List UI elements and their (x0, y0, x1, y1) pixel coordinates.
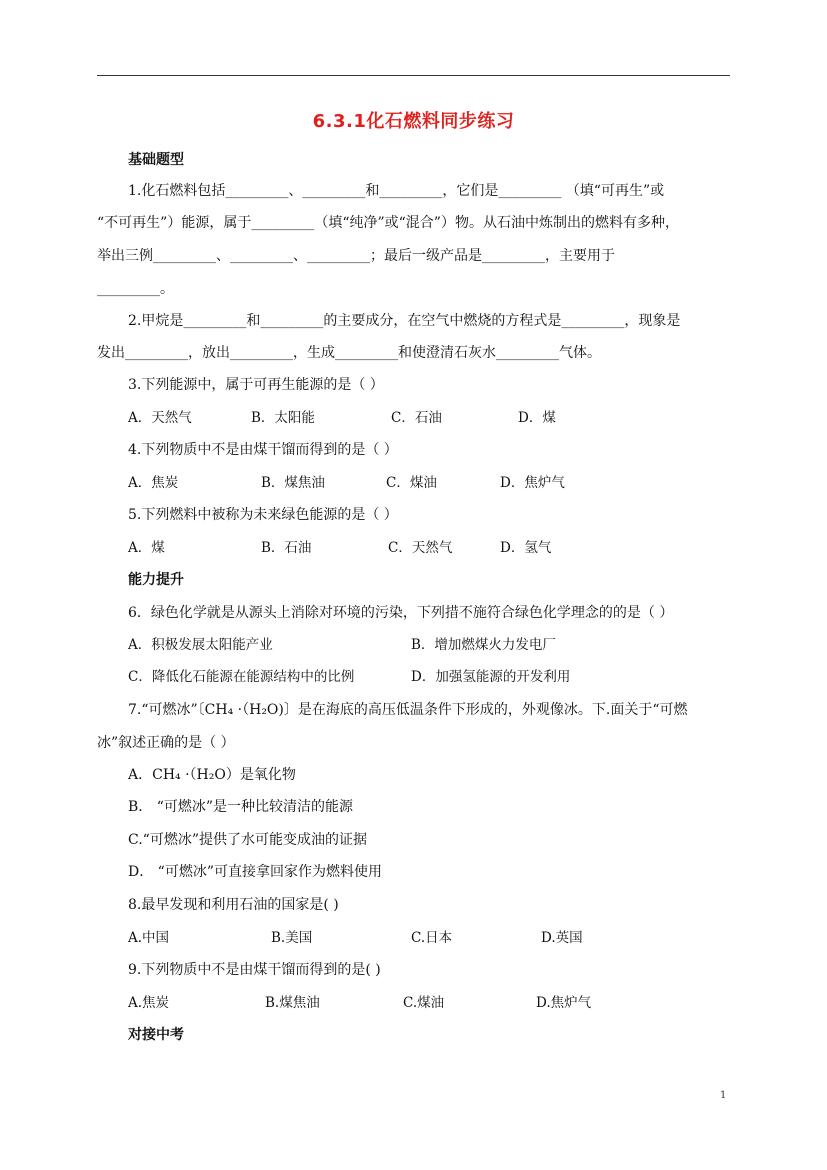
q7-option-d: D． “可燃冰”可直接拿回家作为燃料使用 (128, 864, 382, 880)
section-exam: 对接中考 (128, 1027, 184, 1043)
q9-option-c: C.煤油 (403, 995, 445, 1011)
q6-option-b: B．增加燃煤火力发电厂 (411, 637, 556, 653)
q4-option-b: B．煤焦油 (261, 475, 325, 491)
q1-line3: 举出三例_________、_________、_________；最后一级产品是_________，主要用于 (97, 248, 615, 264)
q8-options (128, 928, 728, 948)
header-rule (97, 75, 730, 76)
q6-option-d: D．加强氢能源的开发利用 (411, 669, 571, 685)
section-ability: 能力提升 (128, 572, 184, 588)
q6-option-c: C．降低化石能源在能源结构中的比例 (128, 669, 355, 685)
q9-option-b: B.煤焦油 (265, 995, 320, 1011)
q9-options (128, 993, 728, 1013)
q6-options-row2 (128, 667, 728, 687)
q6-options-row1 (128, 635, 728, 655)
q3-options (128, 408, 728, 428)
q8-stem: 8.最早发现和利用石油的国家是( ) (128, 897, 339, 913)
q3-stem: 3.下列能源中，属于可再生能源的是（ ） (128, 377, 384, 393)
q9-option-d: D.焦炉气 (536, 995, 592, 1011)
q5-stem: 5.下列燃料中被称为未来绿色能源的是（ ） (128, 507, 398, 523)
q1-line1: 1.化石燃料包括_________、_________和_________，它们是_________ （填“可再生”或 (128, 183, 665, 199)
q6-option-a: A．积极发展太阳能产业 (128, 637, 273, 653)
q3-option-b: B．太阳能 (251, 410, 315, 426)
q8-option-b: B.美国 (271, 930, 313, 946)
q5-option-d: D．氢气 (500, 540, 552, 556)
q8-option-d: D.英国 (541, 930, 583, 946)
q1-line2: “不可再生”）能源，属于_________（填“纯净”或“混合”）物。从石油中炼制出的燃料有多种， (97, 215, 679, 231)
q7-line1: 7.“可燃冰”〔CH₄ ·（H₂O)〕是在海底的高压低温条件下形成的，外观像冰。下.面关于“可燃 (128, 702, 688, 718)
q3-option-a: A．天然气 (128, 410, 192, 426)
q4-option-a: A．焦炭 (128, 475, 179, 491)
q2-line2: 发出_________，放出_________，生成_________和使澄清石灰水_________气体。 (97, 345, 601, 361)
q9-stem: 9.下列物质中不是由煤干馏而得到的是( ) (128, 962, 381, 978)
q4-options (128, 473, 728, 493)
q8-option-c: C.日本 (411, 930, 453, 946)
q5-option-b: B．石油 (261, 540, 312, 556)
q5-option-a: A．煤 (128, 540, 165, 556)
q2-line1: 2.甲烷是_________和_________的主要成分，在空气中燃烧的方程式是_________，现象是 (128, 313, 681, 329)
q7-option-b: B． “可燃冰”是一种比较清洁的能源 (128, 799, 354, 815)
q9-option-a: A.焦炭 (128, 995, 170, 1011)
page-number: 1 (720, 1090, 727, 1101)
q4-stem: 4.下列物质中不是由煤干馏而得到的是（ ） (128, 442, 398, 458)
q7-line2: 冰”叙述正确的是（ ） (97, 735, 235, 751)
q1-line4: _________。 (97, 281, 174, 297)
q8-option-a: A.中国 (128, 930, 170, 946)
q7-option-c: C.“可燃冰”提供了水可能变成油的证据 (128, 832, 367, 848)
q6-stem: 6．绿色化学就是从源头上消除对环境的污染，下列措不施符合绿色化学理念的的是（ ） (128, 605, 674, 621)
q3-option-d: D．煤 (518, 410, 556, 426)
q3-option-c: C．石油 (391, 410, 442, 426)
q5-option-c: C．天然气 (388, 540, 453, 556)
page-title: 6.3.1化石燃料同步练习 (312, 111, 515, 132)
q5-options (128, 538, 728, 558)
q4-option-c: C．煤油 (386, 475, 437, 491)
section-basic: 基础题型 (128, 152, 184, 168)
q7-option-a: A．CH₄ ·（H₂O）是氧化物 (128, 767, 296, 783)
q4-option-d: D．焦炉气 (500, 475, 565, 491)
